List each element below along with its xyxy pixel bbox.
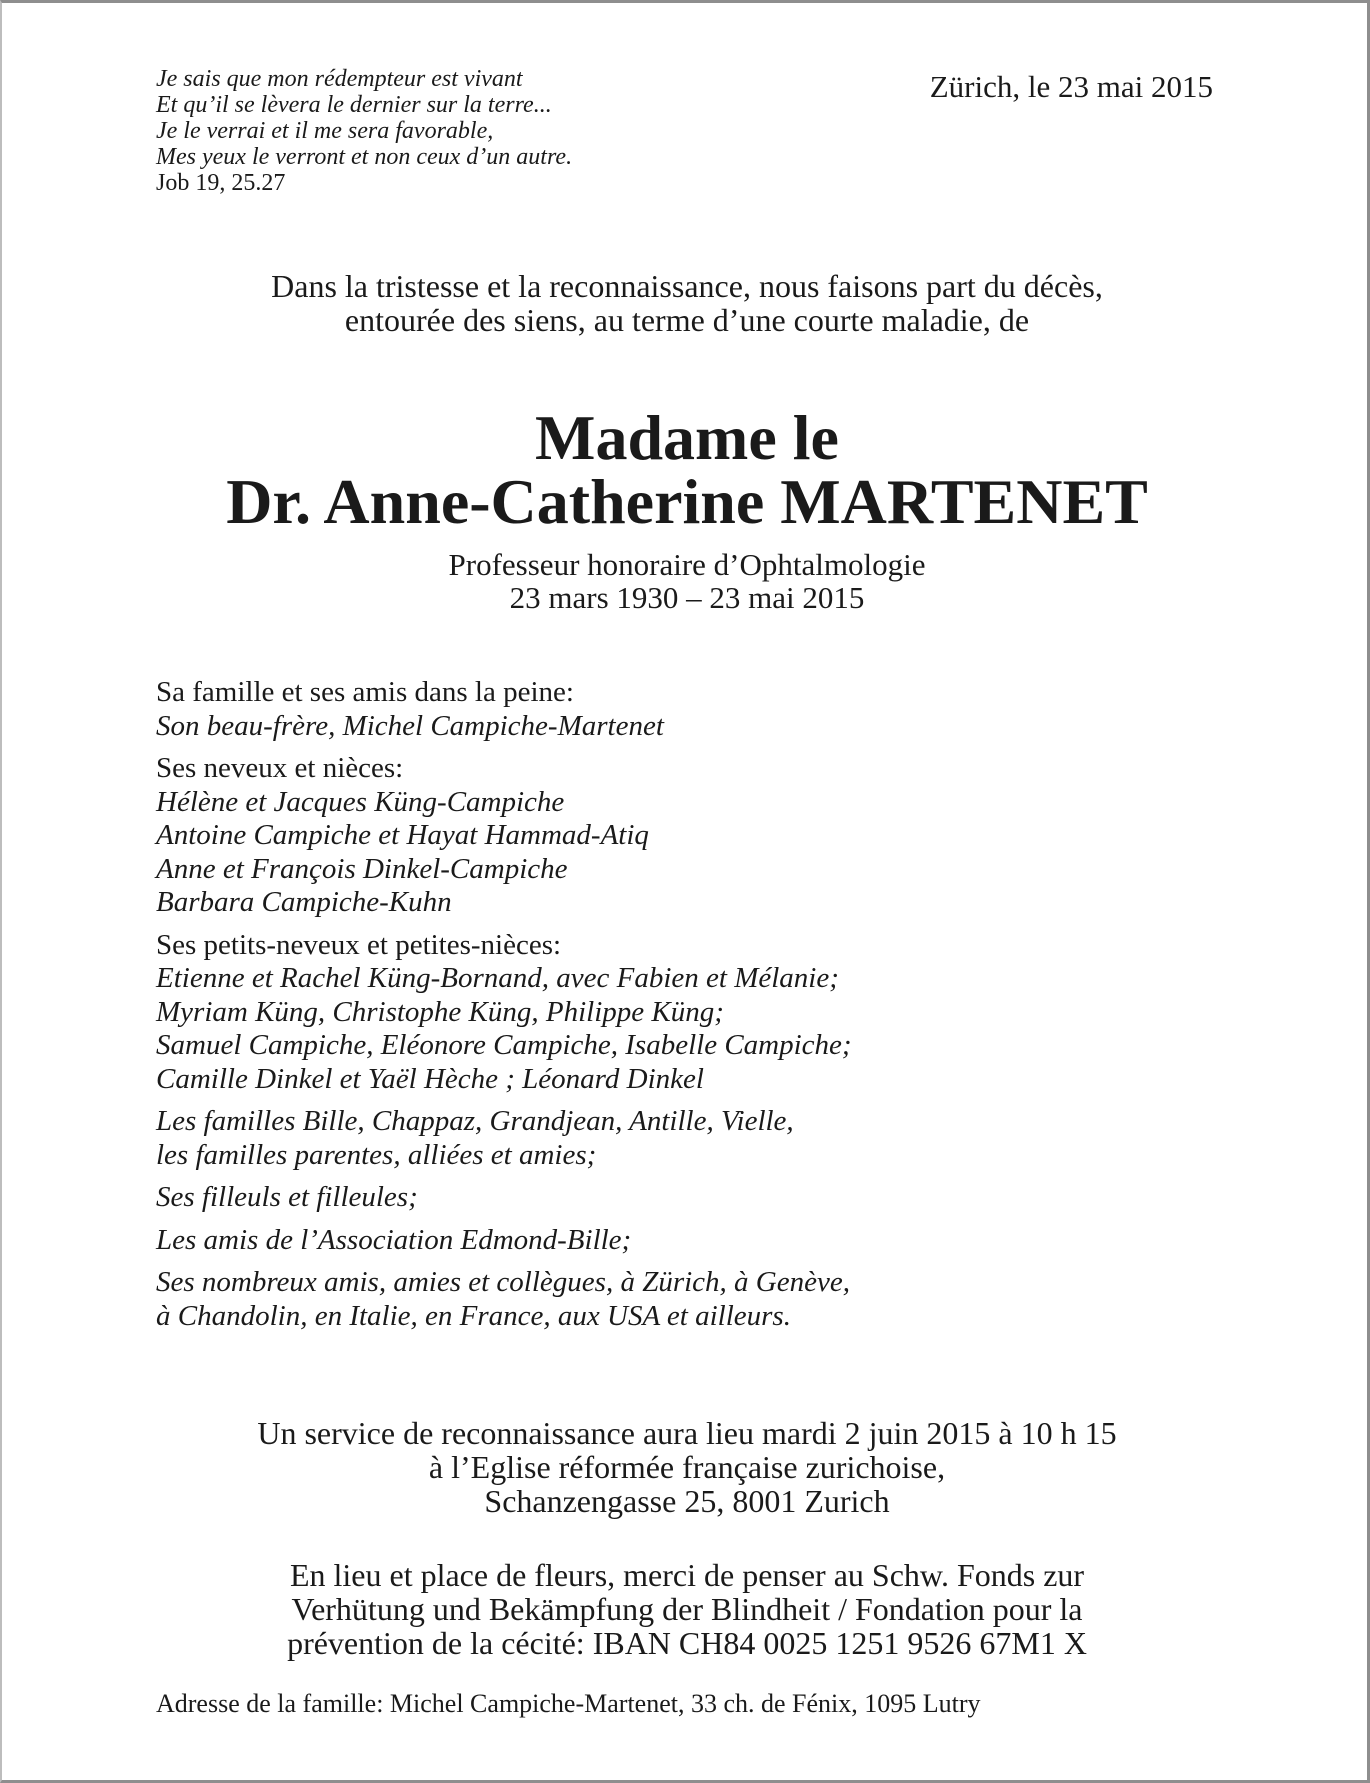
family-group-heading: Ses neveux et nièces: <box>156 752 404 784</box>
family-name: Les familles Bille, Chappaz, Grandjean, Antille, Vielle, <box>156 1105 794 1137</box>
intro-line: Dans la tristesse et la reconnaissance, nous faisons part du décès, <box>271 268 1103 304</box>
family-group <box>156 752 1216 920</box>
family-name: Etienne et Rachel Küng-Bornand, avec Fabien et Mélanie; <box>156 962 839 994</box>
epigraph-line: Et qu’il se lèvera le dernier sur la terre... <box>156 92 552 118</box>
family-name: Son beau-frère, Michel Campiche-Martenet <box>156 709 664 742</box>
family-group-heading: Ses petits-neveux et petites-nièces: <box>156 928 562 961</box>
service-line: Schanzengasse 25, 8001 Zurich <box>484 1483 890 1519</box>
service-announcement <box>2 1416 1370 1518</box>
family-name: Ses filleuls et filleules; <box>156 1181 418 1213</box>
deceased-dates: 23 mars 1930 – 23 mai 2015 <box>509 580 865 615</box>
intro-line: entourée des siens, au terme d’une courte maladie, de <box>344 302 1030 338</box>
donation-line: prévention de la cécité: IBAN CH84 0025 1251 9526 67M1 X <box>287 1625 1087 1661</box>
family-name: Camille Dinkel et Yaël Hèche ; Léonard Dinkel <box>156 1062 704 1095</box>
donation-line: En lieu et place de fleurs, merci de penser au Schw. Fonds zur <box>289 1557 1085 1593</box>
family-name: Hélène et Jacques Küng-Campiche <box>156 785 565 818</box>
family-name: Ses nombreux amis, amies et collègues, à Zürich, à Genève, <box>156 1266 850 1298</box>
dateline: Zürich, le 23 mai 2015 <box>929 69 1213 104</box>
deceased-name <box>2 402 1370 537</box>
family-name: Antoine Campiche et Hayat Hammad-Atiq <box>156 819 649 851</box>
family-name: les familles parentes, alliées et amies; <box>156 1138 597 1171</box>
family-group <box>156 1224 1216 1258</box>
deceased-name-line: Dr. Anne-Catherine MARTENET <box>226 466 1148 537</box>
donation-line: Verhütung und Bekämpfung der Blindheit / Fondation pour la <box>291 1591 1083 1627</box>
family-name: Barbara Campiche-Kuhn <box>156 886 452 918</box>
epigraph-reference: Job 19, 25.27 <box>156 170 286 196</box>
epigraph <box>156 66 716 196</box>
family-name: à Chandolin, en Italie, en France, aux USA et ailleurs. <box>156 1299 791 1332</box>
family-name: Les amis de l’Association Edmond-Bille; <box>156 1223 632 1256</box>
service-line: Un service de reconnaissance aura lieu mardi 2 juin 2015 à 10 h 15 <box>257 1415 1117 1451</box>
family-list <box>156 676 1216 1342</box>
service-line: à l’Eglise réformée française zurichoise, <box>428 1449 946 1485</box>
family-name: Samuel Campiche, Eléonore Campiche, Isabelle Campiche; <box>156 1029 852 1061</box>
family-group <box>156 1105 1216 1172</box>
family-group <box>156 1266 1216 1333</box>
deceased-title: Professeur honoraire d’Ophtalmologie <box>448 547 926 582</box>
deceased-name-line: Madame le <box>535 402 839 473</box>
family-group <box>156 676 1216 743</box>
epigraph-line: Mes yeux le verront et non ceux d’un autre. <box>156 144 573 170</box>
intro-text <box>2 269 1370 337</box>
family-group <box>156 1181 1216 1215</box>
donation-notice <box>2 1558 1370 1660</box>
deceased-details <box>2 548 1370 614</box>
family-name: Myriam Küng, Christophe Küng, Philippe Küng; <box>156 995 724 1028</box>
epigraph-line: Je le verrai et il me sera favorable, <box>156 118 494 144</box>
family-address: Adresse de la famille: Michel Campiche-Martenet, 33 ch. de Fénix, 1095 Lutry <box>156 1689 981 1718</box>
family-group <box>156 929 1216 1097</box>
family-name: Anne et François Dinkel-Campiche <box>156 852 568 885</box>
epigraph-line: Je sais que mon rédempteur est vivant <box>156 66 523 92</box>
family-group-heading: Sa famille et ses amis dans la peine: <box>156 676 574 708</box>
